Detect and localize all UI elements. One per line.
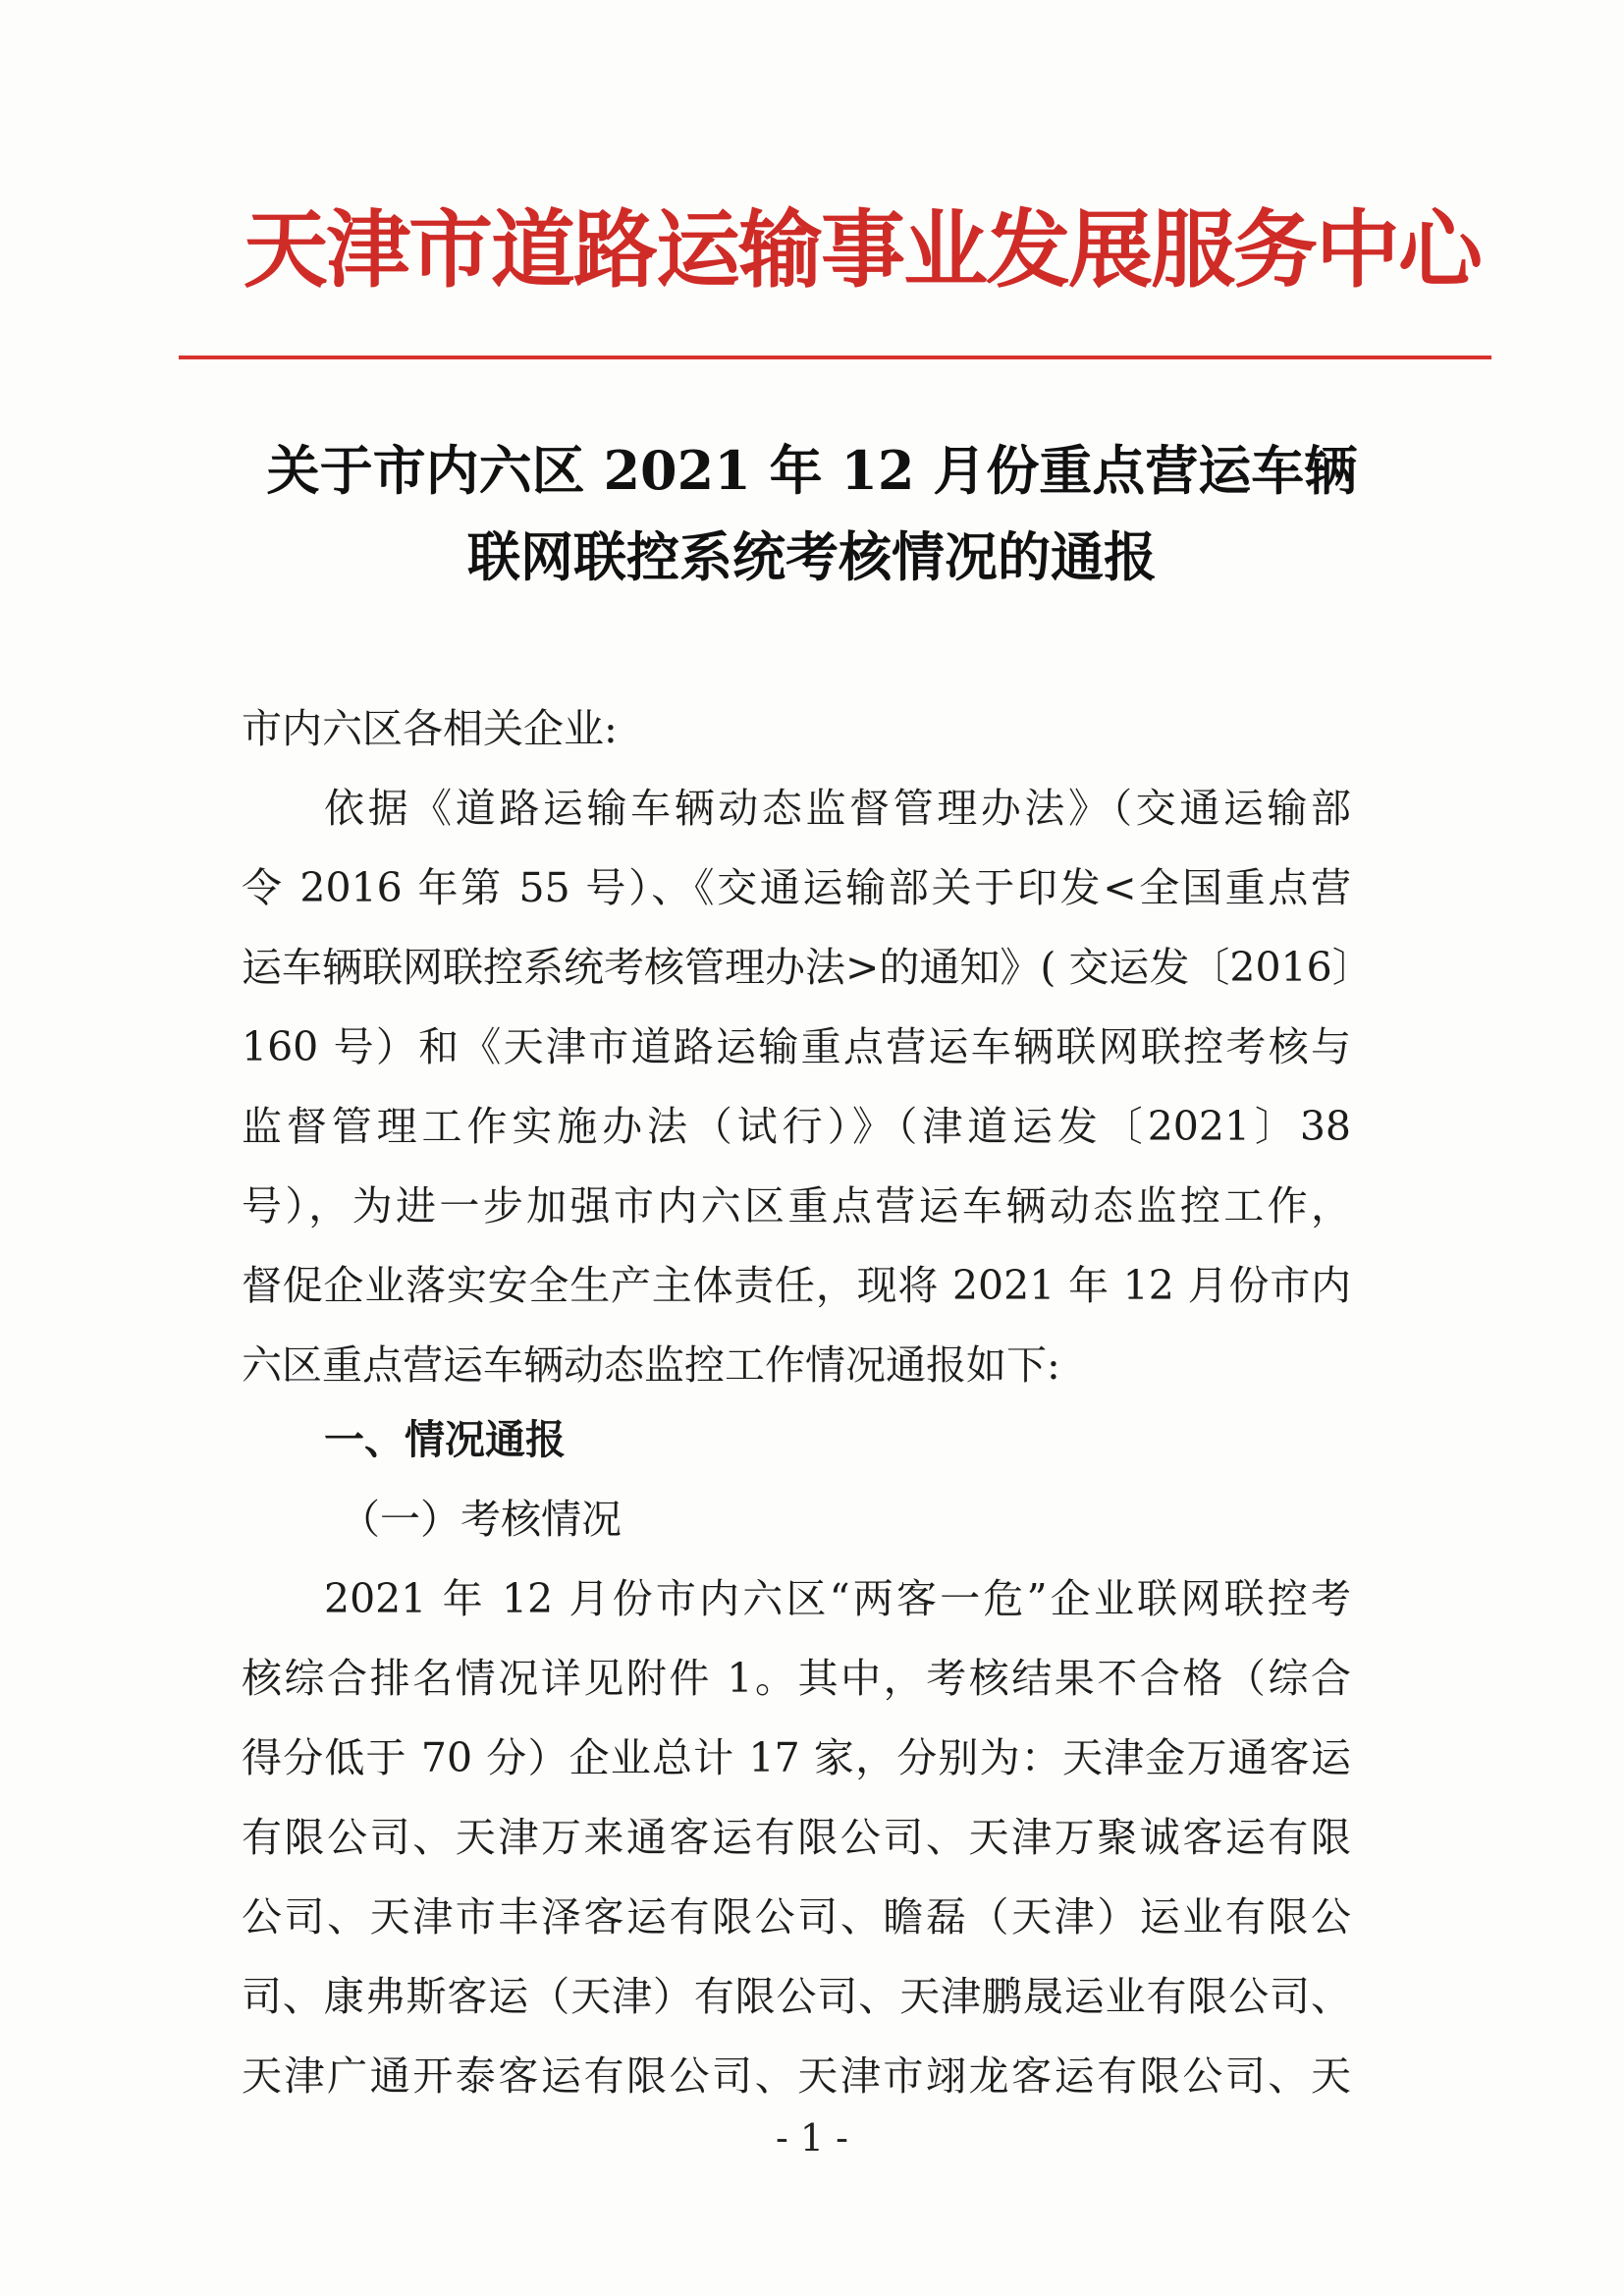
organization-header: 天津市道路运输事业发展服务中心 bbox=[244, 200, 1481, 300]
paragraph-line: 天津广通开泰客运有限公司、天津市翊龙客运有限公司、天 bbox=[242, 2052, 1351, 2100]
paragraph-line: 督促企业落实安全生产主体责任，现将 2021 年 12 月份市内 bbox=[242, 1262, 1351, 1309]
paragraph-line: 160 号）和《天津市道路运输重点营运车辆联网联控考核与 bbox=[242, 1023, 1351, 1070]
paragraph-line: 依据《道路运输车辆动态监督管理办法》（交通运输部 bbox=[324, 785, 1351, 832]
paragraph-line: 监督管理工作实施办法（试行）》（津道运发〔2021〕38 bbox=[242, 1103, 1351, 1150]
salutation: 市内六区各相关企业: bbox=[242, 705, 618, 752]
paragraph-line: 得分低于 70 分）企业总计 17 家，分别为：天津金万通客运 bbox=[242, 1734, 1351, 1781]
paragraph-line: 2021 年 12 月份市内六区“两客一危”企业联网联控考 bbox=[324, 1575, 1351, 1622]
paragraph-line: 公司、天津市丰泽客运有限公司、瞻磊（天津）运业有限公 bbox=[242, 1893, 1351, 1941]
subsection-heading: （一）考核情况 bbox=[340, 1496, 622, 1543]
paragraph-line: 核综合排名情况详见附件 1。其中，考核结果不合格（综合 bbox=[242, 1655, 1351, 1702]
paragraph-line: 令 2016 年第 55 号）、《交通运输部关于印发<全国重点营 bbox=[242, 864, 1351, 911]
paragraph-line: 运车辆联网联控系统考核管理办法>的通知》( 交运发〔2016〕 bbox=[242, 944, 1373, 991]
document-title-line1: 关于市内六区 2021 年 12 月份重点营运车辆 bbox=[266, 439, 1358, 502]
paragraph-line: 六区重点营运车辆动态监控工作情况通报如下: bbox=[242, 1341, 1060, 1389]
paragraph-line: 有限公司、天津万来通客运有限公司、天津万聚诚客运有限 bbox=[242, 1814, 1351, 1861]
document-title-line2: 联网联控系统考核情况的通报 bbox=[467, 525, 1157, 588]
paragraph-line: 司、康弗斯客运（天津）有限公司、天津鹏晟运业有限公司、 bbox=[242, 1973, 1351, 2020]
header-red-rule bbox=[179, 355, 1491, 359]
page-number: - 1 - bbox=[775, 2116, 848, 2159]
section-heading: 一、情况通报 bbox=[324, 1416, 566, 1463]
paragraph-line: 号），为进一步加强市内六区重点营运车辆动态监控工作， bbox=[242, 1182, 1351, 1230]
